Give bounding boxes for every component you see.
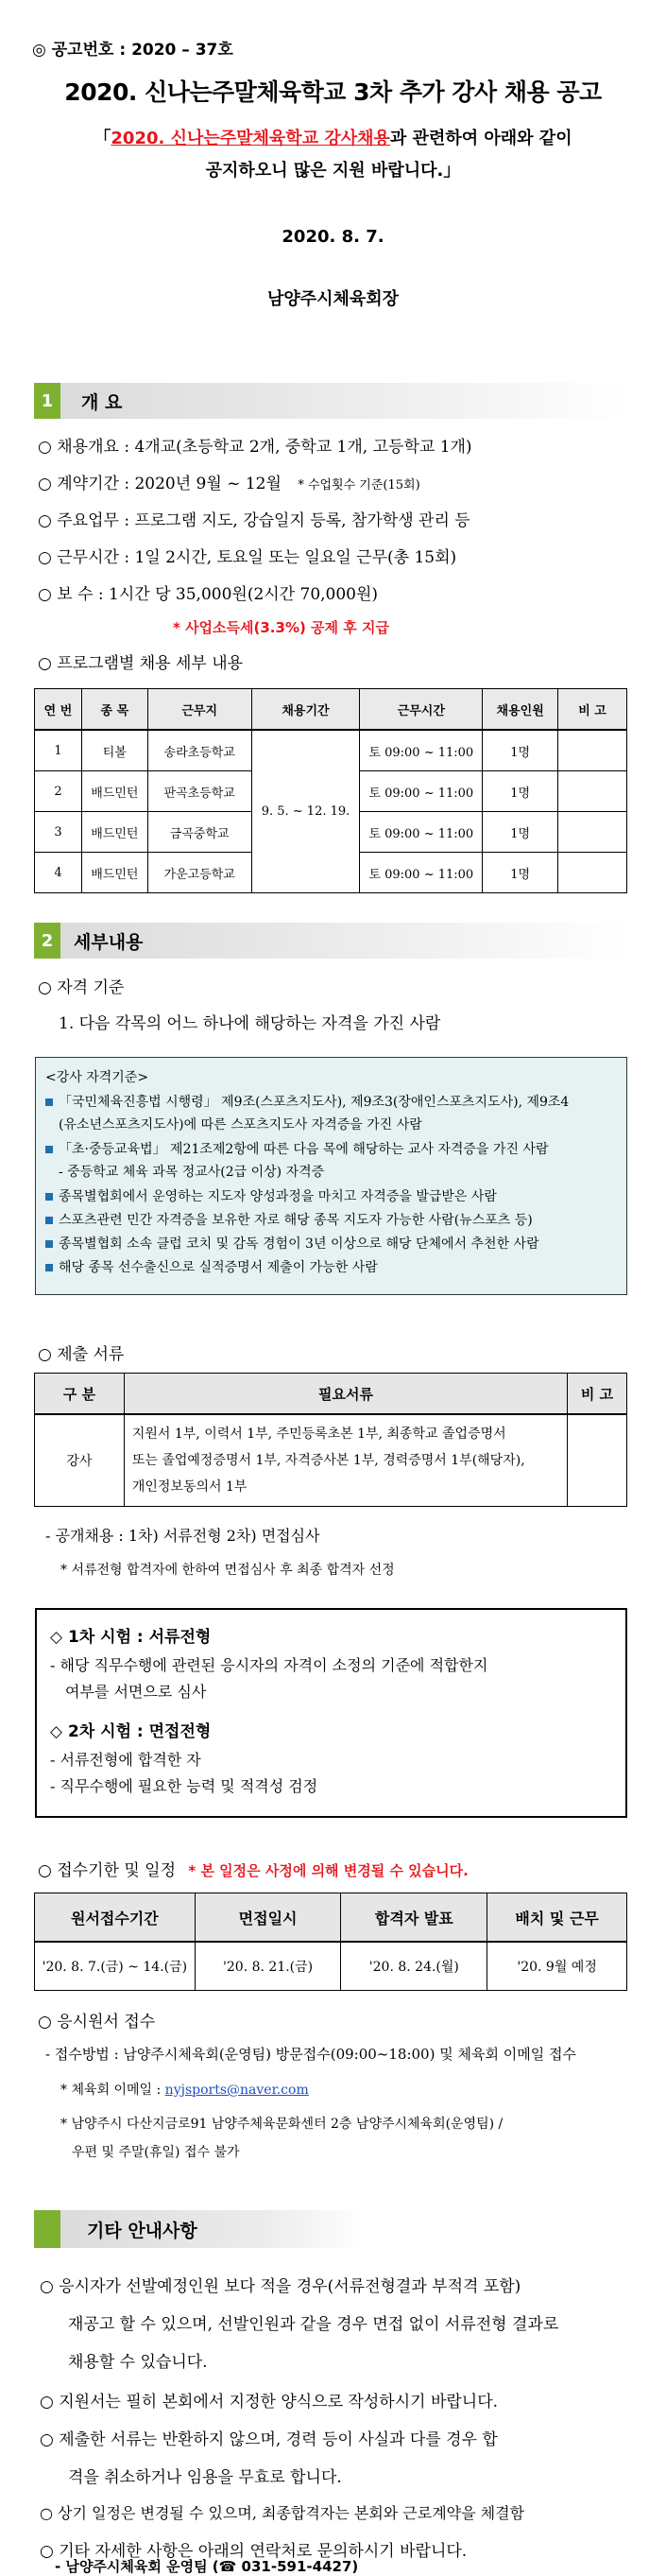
exam-box [35,1608,627,1818]
apply-title: ○ 응시원서 접수 [38,2013,156,2031]
table-row [35,730,627,771]
process-note: * 서류전형 합격자에 한하여 면접심사 후 최종 합격자 선정 [60,1563,395,1578]
bullet-square-icon [45,1193,53,1201]
cell-time: 토 09:00 ~ 11:00 [360,771,483,812]
etc-accent-bar [34,2210,60,2248]
notice-date: 2020. 8. 7. [282,227,384,247]
documents-header-row [35,1374,627,1415]
cell-place: 가운고등학교 [147,853,251,893]
cell-place: 금곡중학교 [147,812,251,853]
cell-place: 송라초등학교 [147,730,251,771]
etc-header [34,2210,365,2248]
col-header-documents: 필요서류 [124,1374,567,1415]
cell-apply-period: '20. 8. 7.(금) ~ 14.(금) [35,1942,196,1991]
intro-rest: 과 관련하여 아래와 같이 [389,129,572,148]
documents-title: ○ 제출 서류 [38,1345,125,1364]
overview-item-2-label: ○ 계약기간 : 2020년 9월 ~ 12월 [38,475,282,493]
exam1-line: 여부를 서면으로 심사 [65,1683,207,1701]
process-text: - 공개채용 : 1차) 서류전형 2차) 면접심사 [45,1527,320,1545]
col-header-time: 근무시간 [360,689,483,731]
intro-open: 「 [94,129,111,148]
col-header-remark: 비 고 [568,1374,627,1415]
bullet-square-icon [45,1098,53,1106]
cell-sport: 티볼 [81,730,147,771]
etc-line: 재공고 할 수 있으며, 선발인원과 같을 경우 면접 없이 서류전형 결과로 [68,2315,559,2334]
cell-note [558,812,627,853]
overview-item-4: ○ 근무시간 : 1일 2시간, 토요일 또는 일요일 근무(총 15회) [38,548,457,567]
section2-number: 2 [34,923,60,959]
qualification-item: 스포츠관련 민간 자격증을 보유한 자로 해당 종목 지도자 가능한 사람(뉴스포츠 등) [45,1210,533,1229]
section1-title: 개 요 [81,391,123,413]
program-table-caption: ○ 프로그램별 채용 세부 내용 [38,654,244,673]
cell-no: 3 [35,812,82,853]
cell-place: 판곡초등학교 [147,771,251,812]
etc-line: ○ 상기 일정은 변경될 수 있으며, 최종합격자는 본회와 근로계약을 체결함 [40,2504,525,2522]
cell-no: 2 [35,771,82,812]
qualification-item-cont: - 중등학교 체육 과목 정교사(2급 이상) 자격증 [59,1165,325,1180]
intro-red-highlight: 2020. 신나는주말체육학교 강사채용 [111,129,390,148]
col-header-interview: 면접일시 [195,1893,341,1943]
cell-note [558,853,627,893]
page-title: 2020. 신나는주말체육학교 3차 추가 강사 채용 공고 [64,78,602,106]
notice-number: ◎ 공고번호 : 2020 – 37호 [32,41,233,60]
cell-note [558,730,627,771]
exam1-line: - 해당 직무수행에 관련된 응시자의 자격이 소정의 기준에 적합한지 [50,1656,488,1674]
apply-method: - 접수방법 : 남양주시체육회(운영팀) 방문접수(09:00~18:00) 및 체육회 이메일 접수 [45,2046,576,2063]
qualification-item: 「국민체육진흥법 시행령」 제9조(스포츠지도사), 제9조3(장애인스포츠지도사), 제9조4 [45,1092,569,1111]
cell-sport: 배드민턴 [81,771,147,812]
col-header-announcement: 합격자 발표 [341,1893,487,1943]
schedule-note: * 본 일정은 사정에 의해 변경될 수 있습니다. [188,1862,469,1879]
schedule-title [38,1857,469,1880]
qualification-item: 해당 종목 선수출신으로 실적증명서 제출이 가능한 사람 [45,1257,378,1276]
col-header-apply-period: 원서접수기간 [35,1893,196,1943]
section2-title: 세부내용 [74,931,144,953]
apply-email-line [60,2080,309,2099]
cell-remark [568,1414,627,1507]
cell-count: 1명 [483,812,558,853]
etc-line: 채용할 수 있습니다. [68,2353,208,2372]
col-header-count: 채용인원 [483,689,558,731]
apply-email-label: * 체육회 이메일 : [60,2083,165,2098]
qualification-box [35,1057,627,1295]
cell-count: 1명 [483,730,558,771]
qualification-item: 종목별협회 소속 클럽 코치 및 감독 경험이 3년 이상으로 해당 단체에서 추천한 사람 [45,1234,539,1253]
bullet-square-icon [45,1240,53,1248]
program-table [34,688,627,893]
cell-note [558,771,627,812]
etc-line: ○ 응시자가 선발예정인원 보다 적을 경우(서류전형결과 부적격 포함) [40,2277,521,2296]
apply-email-link[interactable]: nyjsports@naver.com [164,2083,309,2098]
qualification-box-title: <강사 자격기준> [45,1070,149,1085]
bullet-square-icon [45,1146,53,1153]
exam2-line: - 서류전형에 합격한 자 [50,1751,201,1769]
cell-no: 4 [35,853,82,893]
qualification-sub: 1. 다음 각목의 어느 하나에 해당하는 자격을 가진 사람 [59,1014,441,1033]
bullet-square-icon [45,1217,53,1224]
col-header-note: 비 고 [558,689,627,731]
exam2-title: ◇ 2차 시험 : 면접전형 [50,1722,212,1741]
cell-count: 1명 [483,771,558,812]
qualification-title: ○ 자격 기준 [38,978,125,997]
col-header-category: 구 분 [35,1374,125,1415]
overview-item-2 [38,470,420,493]
col-header-period: 채용기간 [251,689,360,731]
overview-item-5: ○ 보 수 : 1시간 당 35,000원(2시간 70,000원) [38,585,379,604]
exam1-title: ◇ 1차 시험 : 서류전형 [50,1628,212,1647]
col-header-no: 연 번 [35,689,82,731]
qualification-item: 종목별협회에서 운영하는 지도자 양성과정을 마치고 자격증을 발급받은 사람 [45,1186,497,1205]
etc-line: ○ 제출한 서류는 반환하지 않으며, 경력 등이 사실과 다를 경우 합 [40,2430,498,2449]
qualification-item: 「초·중등교육법」 제21조제2항에 따른 다음 목에 해당하는 교사 자격증을 가진 사람 [45,1139,548,1158]
intro-text [38,123,628,187]
schedule-title-text: ○ 접수기한 및 일정 [38,1861,176,1880]
cell-period: 9. 5. ~ 12. 19. [251,730,360,893]
schedule-header-row [35,1893,627,1943]
cell-placement: '20. 9월 예정 [487,1942,627,1991]
cell-sport: 배드민턴 [81,812,147,853]
etc-line: 격을 취소하거나 임용을 무효로 합니다. [68,2468,342,2487]
exam2-line: - 직무수행에 필요한 능력 및 적격성 검정 [50,1777,318,1795]
etc-line: ○ 기타 자세한 사항은 아래의 연락처로 문의하시기 바랍니다. [40,2542,468,2561]
qualification-item-cont: (유소년스포츠지도사)에 따른 스포츠지도사 자격증을 가진 사람 [59,1117,422,1132]
overview-item-2-note: * 수업횟수 기준(15회) [298,478,420,493]
overview-item-1: ○ 채용개요 : 4개교(초등학교 2개, 중학교 1개, 고등학교 1개) [38,438,472,457]
contact-info: - 남양주시체육회 운영팀 (☎ 031-591-4427) [55,2558,359,2575]
cell-time: 토 09:00 ~ 11:00 [360,853,483,893]
organization-name: 남양주시체육회장 [266,289,400,309]
cell-count: 1명 [483,853,558,893]
intro-line2: 공지하오니 많은 지원 바랍니다.」 [205,161,461,181]
etc-line: ○ 지원서는 필히 본회에서 지정한 양식으로 작성하시기 바랍니다. [40,2393,499,2412]
cell-category: 강사 [35,1414,125,1507]
program-table-header-row [35,689,627,731]
apply-address-cont: 우편 및 주말(휴일) 접수 불가 [72,2145,240,2160]
schedule-table [34,1893,627,1991]
overview-item-3: ○ 주요업무 : 프로그램 지도, 강습일지 등록, 참가학생 관리 등 [38,511,470,530]
cell-sport: 배드민턴 [81,853,147,893]
cell-interview: '20. 8. 21.(금) [195,1942,341,1991]
table-row [35,1414,627,1507]
cell-documents: 지원서 1부, 이력서 1부, 주민등록초본 1부, 최종학교 졸업증명서 또는 졸업예정증명서 1부, 자격증사본 1부, 경력증명서 1부(해당자), 개인정보동의서 1부 [124,1414,567,1507]
apply-address: * 남양주시 다산지금로91 남양주체육문화센터 2층 남양주시체육회(운영팀) / [60,2117,504,2132]
tax-note: * 사업소득세(3.3%) 공제 후 지급 [173,619,389,636]
cell-time: 토 09:00 ~ 11:00 [360,812,483,853]
cell-announcement: '20. 8. 24.(월) [341,1942,487,1991]
bullet-square-icon [45,1264,53,1271]
section1-header [34,383,627,419]
etc-title: 기타 안내사항 [87,2220,197,2241]
col-header-sport: 종 목 [81,689,147,731]
cell-time: 토 09:00 ~ 11:00 [360,730,483,771]
table-row [35,1942,627,1991]
col-header-place: 근무지 [147,689,251,731]
col-header-placement: 배치 및 근무 [487,1893,627,1943]
cell-no: 1 [35,730,82,771]
section2-header [34,923,627,959]
documents-table [34,1373,627,1507]
section1-number: 1 [34,383,60,419]
